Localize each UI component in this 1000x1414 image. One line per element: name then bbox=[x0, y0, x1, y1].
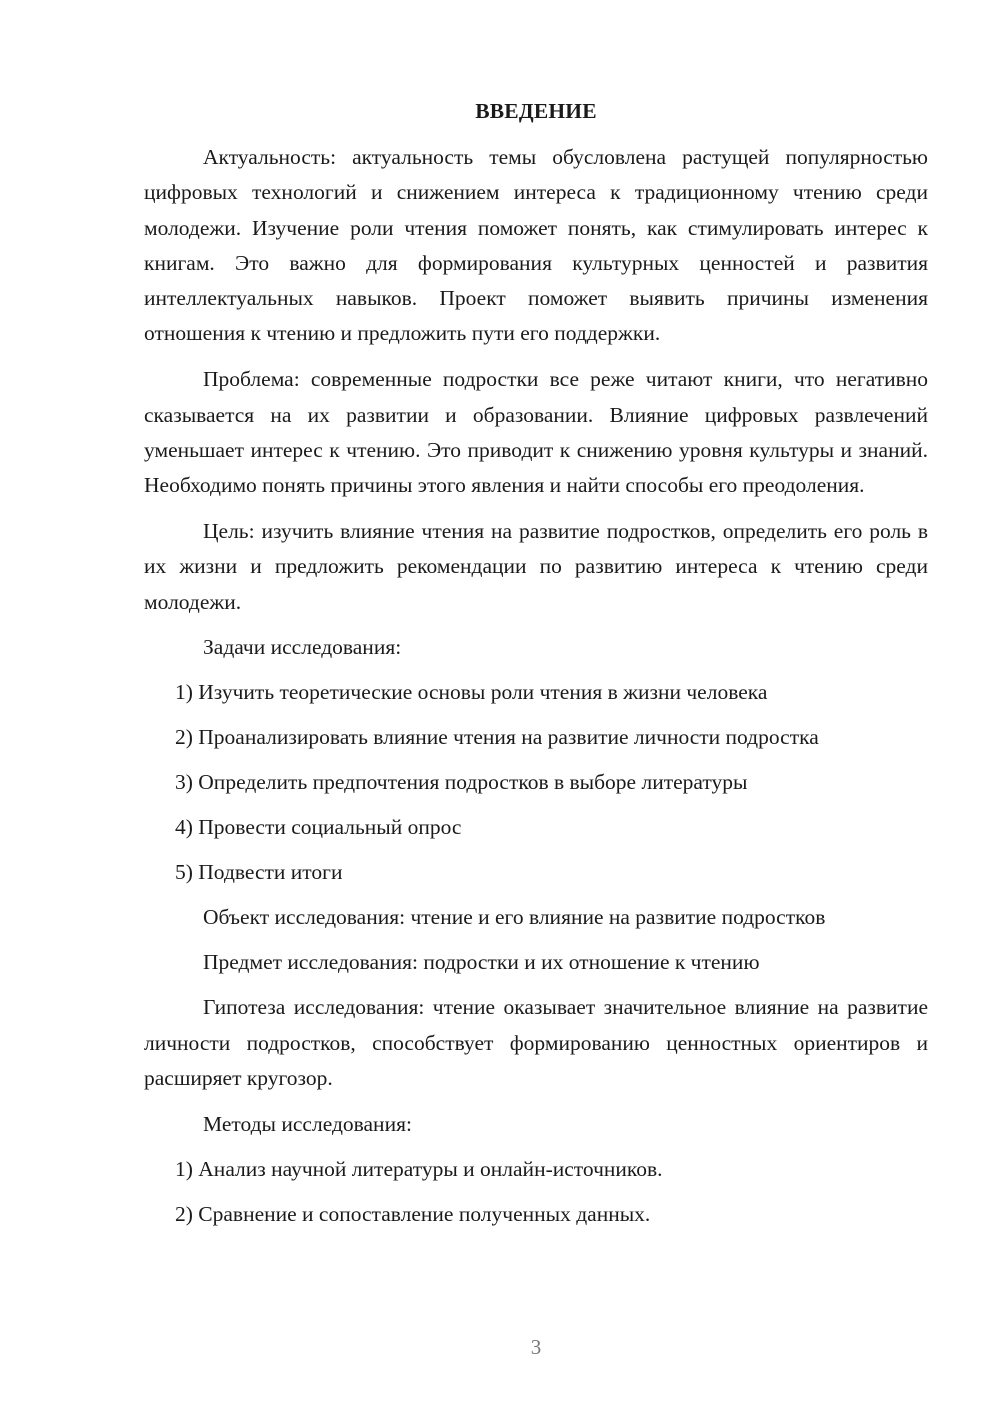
list-item: 2) Сравнение и сопоставление полученных данных. bbox=[175, 1201, 651, 1226]
tasks-list bbox=[144, 675, 928, 890]
list-item: 1) Анализ научной литературы и онлайн-источников. bbox=[175, 1156, 663, 1181]
paragraph-goal: Цель: изучить влияние чтения на развитие подростков, определить его роль в их жизни и предложить рекомендации по развитию интереса к чтению среди молодежи. bbox=[144, 518, 928, 614]
list-item: 5) Подвести итоги bbox=[175, 860, 343, 885]
page-content bbox=[144, 94, 928, 1242]
methods-heading: Методы исследования: bbox=[203, 1111, 412, 1136]
page-title: ВВЕДЕНИЕ bbox=[475, 99, 597, 123]
paragraph-hypothesis: Гипотеза исследования: чтение оказывает значительное влияние на развитие личности подростков, способствует формированию ценностных ориентиров и расширяет кругозор. bbox=[144, 995, 928, 1090]
methods-list bbox=[144, 1152, 928, 1232]
paragraph-relevance: Актуальность: актуальность темы обусловлена растущей популярностью цифровых технологий и снижением интереса к традиционному чтению среди молодежи. Изучение роли чтения поможет понять, как стимулировать интерес к книгам. Это важно для формирования культурных ценностей и развития интеллектуальных навыков. Проект поможет выявить причины изменения отношения к чтению и предложить пути его поддержки. bbox=[144, 145, 928, 346]
list-item: 1) Изучить теоретические основы роли чтения в жизни человека bbox=[175, 680, 768, 705]
list-item: 4) Провести социальный опрос bbox=[175, 815, 462, 840]
list-item: 2) Проанализировать влияние чтения на развитие личности подростка bbox=[175, 725, 819, 750]
page-number: 3 bbox=[530, 1335, 542, 1359]
list-item: 3) Определить предпочтения подростков в выборе литературы bbox=[175, 770, 748, 795]
research-object: Объект исследования: чтение и его влияние на развитие подростков bbox=[203, 905, 826, 930]
tasks-heading: Задачи исследования: bbox=[203, 635, 402, 660]
research-subject: Предмет исследования: подростки и их отношение к чтению bbox=[203, 950, 760, 975]
paragraph-problem: Проблема: современные подростки все реже читают книги, что негативно сказывается на их развитии и образовании. Влияние цифровых развлечений уменьшает интерес к чтению. Это приводит к снижению уровня культуры и знаний. Необходимо понять причины этого явления и найти способы его преодоления. bbox=[144, 367, 928, 498]
